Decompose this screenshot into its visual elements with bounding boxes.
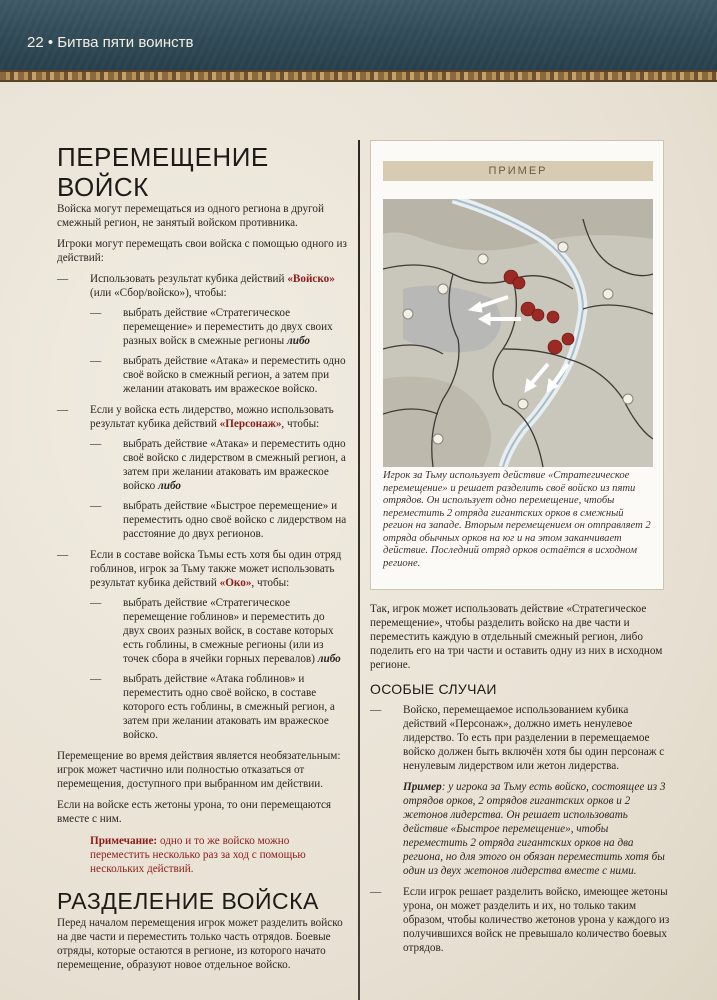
sub-item-fast-move: — выбрать действие «Быстрое перемещение» и переместить одно своё войско с лидерством на расстояние до двух регионов.	[90, 500, 347, 540]
list-dash: —	[370, 886, 382, 898]
example-label: ПРИМЕР	[383, 161, 653, 181]
sub-item-goblin-strategic: — выбрать действие «Стратегическое перемещение гоблинов» и переместить до двух своих разных войск, в составе которых есть гоблины, в смежные регионы (или из точек сбора в ячейки горных перевалов) либо	[90, 597, 341, 665]
para-damage-tokens: Если на войске есть жетоны урона, то они перемещаются вместе с ним.	[57, 799, 332, 825]
para-optional-movement: Перемещение во время действия является необязательным: игрок может частично или полностью отказаться от перемещения, доступного при выбранном им действии.	[57, 750, 341, 790]
list-dash: —	[370, 704, 382, 716]
note-text: одно и то же войско можно переместить несколько раз за ход с помощью нескольких действий.	[90, 835, 306, 875]
right-column-text	[370, 602, 670, 962]
note-label: Примечание:	[90, 835, 158, 847]
section-title-movement: ПЕРЕМЕЩЕНИЕ ВОЙСК	[57, 142, 269, 202]
column-divider	[358, 140, 360, 1000]
movement-intro-1: Войска могут перемещаться из одного региона в другой смежный регион, не занятый войском противника.	[57, 203, 324, 229]
example-caption: Игрок за Тьму использует действие «Стратегическое перемещение» и решает разделить своё войско из пяти отрядов. Он использует одно перемещение, чтобы переместить 2 отряда гигантских орков в смежный регион на западе. Вторым перемещением он отправляет 2 отряда обычных орков на юг и на этом заканчивает действие. Последний отряд орков остаётся в исходном регионе.	[383, 470, 651, 569]
special-example-label: Пример	[403, 781, 442, 793]
special-example: Пример: у игрока за Тьму есть войско, состоящее из 3 отрядов орков, 2 отрядов гигантских орков и 2 жетонов лидерства. Он решает использовать действие «Быстрое перемещение», чтобы переместить 2 отряда гигантских орков на два региона, но для этого он обязан переместить хотя бы один из двух жетонов лидерства вместе с ними.	[403, 781, 666, 877]
movement-intro-2: Игроки могут перемещать свои войска с помощью одного из действий:	[57, 238, 347, 264]
list-dash: —	[57, 549, 69, 561]
example-box	[370, 140, 664, 590]
list-item-army-die: — Использовать результат кубика действий «Войско» (или «Сбор/войско»), чтобы: — выбрать действие «Стратегическое перемещение» и переместить до двух своих разных войск в смежные регионы либо — выбрать действие «Атака» и переместить одно своё войско в смежный регион, а затем при желании атаковать им вражеское войско.	[57, 273, 346, 395]
sub-item-goblin-attack: — выбрать действие «Атака гоблинов» и переместить одно своё войско, в составе которого есть гоблины, в смежный регион, а затем при желании атаковать им вражеское войско.	[90, 673, 335, 741]
special-case-1: — Войско, перемещаемое использованием кубика действий «Персонаж», должно иметь ненулевое лидерство. То есть при разделении в перемещаемое войско должен быть включён хотя бы один персонаж с ненулевым лидерством или жетон лидерства. Пример: у игрока за Тьму есть войско, состоящее из 3 отрядов орков, 2 отрядов гигантских орков и 2 жетонов лидерства. Он решает использовать действие «Быстрое перемещение», чтобы переместить 2 отряда гигантских орков на два региона, но для этого он обязан переместить хотя бы один из двух жетонов лидерства вместе с ними.	[370, 703, 670, 878]
die-character-highlight: «Персонаж»	[219, 418, 282, 430]
list-item-eye-die: — Если в составе войска Тьмы есть хотя бы один отряд гоблинов, игрок за Тьму также может использовать результат кубика действий «Око», чтобы: — выбрать действие «Стратегическое перемещение гоблинов» и переместить до двух своих разных войск, в составе которых есть гоблины, в смежные регионы (или из точек сбора в ячейки горных перевалов) либо — выбрать действие «Атака гоблинов» и переместить одно своё войско, в составе которого есть гоблины, в смежный регион, а затем при желании атаковать им вражеское войско.	[57, 548, 347, 742]
section-title-split: РАЗДЕЛЕНИЕ ВОЙСКА	[57, 888, 319, 914]
sub-item-attack: — выбрать действие «Атака» и переместить одно своё войско в смежный регион, а затем при желании атаковать им вражеское войско.	[90, 355, 346, 395]
split-text: Перед началом перемещения игрок может разделить войско на две части и переместить только часть отрядов. Боевые отряды, которые остаются в регионе, из которого начато перемещение, образуют новое отдельное войско.	[57, 917, 343, 971]
split-strategy-para: Так, игрок может использовать действие «Стратегическое перемещение», чтобы разделить войско на две части и переместить каждую в отдельный смежный регион, либо поделить его на три части и оставить одну из них в исходном регионе.	[370, 603, 663, 671]
example-map-illustration	[383, 199, 653, 467]
die-eye-highlight: «Око»	[219, 577, 252, 589]
list-dash: —	[57, 404, 69, 416]
decorative-border	[0, 70, 717, 82]
left-column	[57, 142, 347, 979]
page-number-title: 22 • Битва пяти воинств	[27, 34, 194, 51]
sub-item-strategic: — выбрать действие «Стратегическое перемещение» и переместить до двух своих разных войск в смежные регионы либо	[90, 307, 333, 347]
section-title-special: ОСОБЫЕ СЛУЧАИ	[370, 681, 497, 697]
die-army-highlight: «Войско»	[287, 273, 335, 285]
special-case-2: — Если игрок решает разделить войско, имеющее жетоны урона, он может разделить и их, но только таким образом, чтобы количество жетонов урона у каждого из получившихся войск не превышало количество боевых отрядов.	[370, 886, 670, 954]
list-dash: —	[57, 273, 69, 285]
sub-item-leader-attack: — выбрать действие «Атака» и переместить одно своё войско с лидерством в смежный регион, а затем при желании атаковать им вражеское войско либо	[90, 438, 346, 492]
note-block	[90, 834, 347, 876]
list-item-character-die: — Если у войска есть лидерство, можно использовать результат кубика действий «Персонаж», чтобы: — выбрать действие «Атака» и переместить одно своё войско с лидерством в смежный регион, а затем при желании атаковать им вражеское войско либо — выбрать действие «Быстрое перемещение» и переместить одно своё войско с лидерством на расстояние до двух регионов.	[57, 404, 347, 540]
